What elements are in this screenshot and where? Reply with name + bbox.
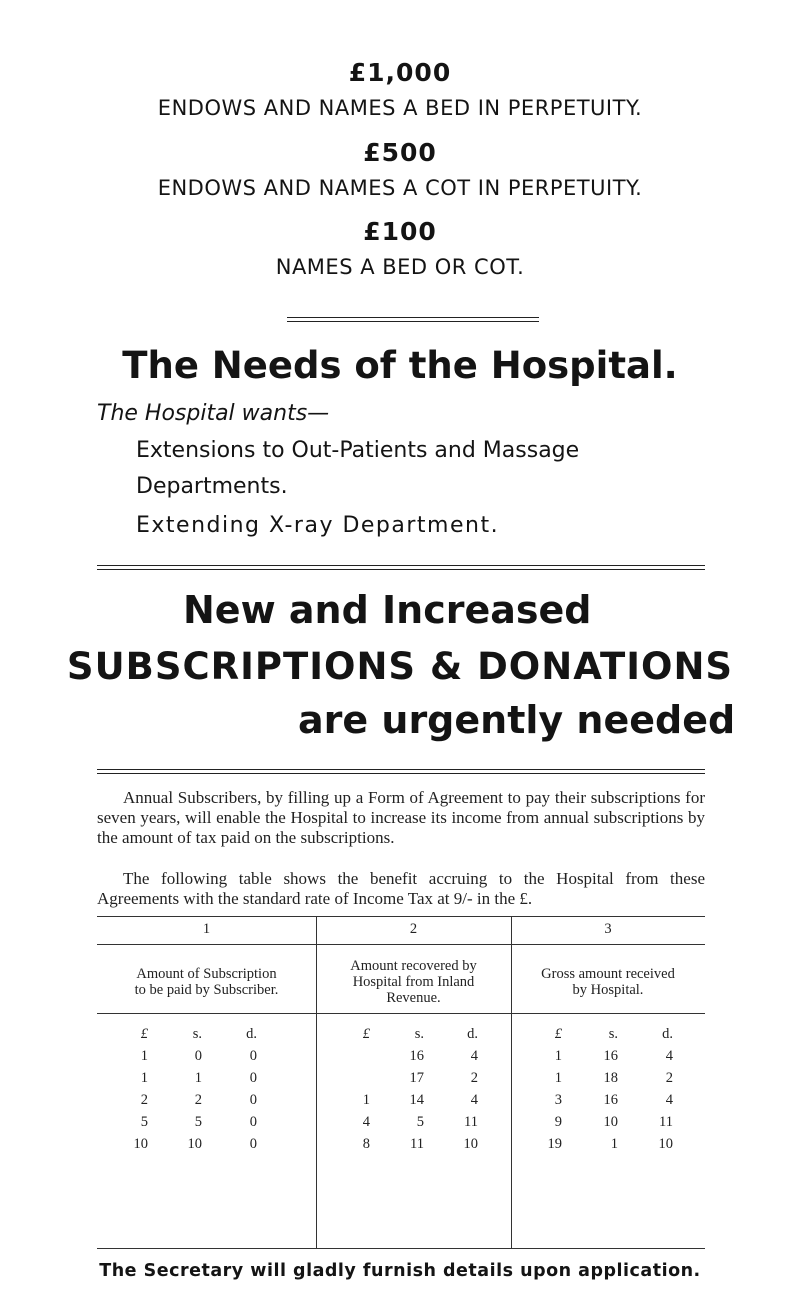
table-cell: 4 bbox=[665, 1048, 673, 1064]
unit-header: s. bbox=[608, 1026, 618, 1042]
paragraph-table-intro: The following table shows the benefit accruing to the Hospital from these Agreements with the standard rate of Income Tax at 9/- in the £. bbox=[97, 869, 705, 908]
table-cell: 2 bbox=[470, 1070, 478, 1086]
unit-header: d. bbox=[246, 1026, 257, 1042]
divider bbox=[287, 321, 539, 322]
table-cell: 10 bbox=[603, 1114, 618, 1130]
column-header-2 bbox=[316, 958, 511, 1006]
endowment-text-1000: ENDOWS AND NAMES A BED IN PERPETUITY. bbox=[157, 96, 643, 120]
table-cell: 19 bbox=[547, 1136, 562, 1152]
table-cell: 4 bbox=[665, 1092, 673, 1108]
table-cell: 4 bbox=[470, 1092, 478, 1108]
column-header-line: Revenue. bbox=[386, 990, 441, 1006]
unit-header: £ bbox=[554, 1026, 562, 1042]
needs-intro: The Hospital wants— bbox=[97, 401, 330, 426]
table-cell: 9 bbox=[554, 1114, 562, 1130]
endowment-text-100: NAMES A BED OR COT. bbox=[275, 255, 525, 279]
table-cell: 4 bbox=[362, 1114, 370, 1130]
table-cell: 1 bbox=[610, 1136, 618, 1152]
table-cell: 16 bbox=[603, 1092, 618, 1108]
table-cell: 0 bbox=[249, 1070, 257, 1086]
column-header-line: by Hospital. bbox=[572, 982, 644, 998]
column-header-3 bbox=[511, 966, 705, 998]
column-header-line: Hospital from Inland bbox=[352, 974, 475, 990]
table-cell: 5 bbox=[140, 1114, 148, 1130]
table-cell: 0 bbox=[194, 1048, 202, 1064]
table-cell: 11 bbox=[464, 1114, 478, 1130]
needs-item-1-line-2: Departments. bbox=[136, 474, 288, 499]
unit-header: £ bbox=[362, 1026, 370, 1042]
table-cell: 18 bbox=[603, 1070, 618, 1086]
table-cell: 5 bbox=[194, 1114, 202, 1130]
endowment-text-500: ENDOWS AND NAMES A COT IN PERPETUITY. bbox=[157, 176, 643, 200]
table-cell: 5 bbox=[416, 1114, 424, 1130]
unit-header: d. bbox=[662, 1026, 673, 1042]
table-cell: 8 bbox=[362, 1136, 370, 1152]
table-cell: 14 bbox=[409, 1092, 424, 1108]
table-cell: 1 bbox=[194, 1070, 202, 1086]
column-header-line: Amount recovered by bbox=[350, 958, 477, 974]
table-cell: 10 bbox=[133, 1136, 148, 1152]
unit-header: £ bbox=[140, 1026, 148, 1042]
column-number: 3 bbox=[604, 921, 612, 937]
appeal-line-2: SUBSCRIPTIONS & DONATIONS bbox=[66, 645, 734, 688]
column-header-line: Amount of Subscription bbox=[136, 966, 277, 982]
table-cell: 1 bbox=[554, 1048, 562, 1064]
table-cell: 10 bbox=[658, 1136, 673, 1152]
paragraph-agreement: Annual Subscribers, by filling up a Form of Agreement to pay their subscriptions for seven years, will enable the Hospital to increase its income from annual subscriptions by the amount of tax paid on the subscriptions. bbox=[97, 788, 705, 847]
column-number: 2 bbox=[409, 921, 418, 937]
table-cell: 1 bbox=[140, 1070, 148, 1086]
unit-header: d. bbox=[467, 1026, 478, 1042]
table-rule bbox=[97, 1013, 705, 1014]
divider bbox=[97, 565, 705, 566]
appeal-line-3: are urgently needed bbox=[298, 698, 736, 742]
table-cell: 1 bbox=[554, 1070, 562, 1086]
table-bottom-rule bbox=[97, 1248, 705, 1249]
divider bbox=[97, 569, 705, 570]
needs-item-1-line-1: Extensions to Out-Patients and Massage bbox=[136, 438, 580, 463]
table-cell: 10 bbox=[187, 1136, 202, 1152]
appeal-line-1: New and Increased bbox=[183, 588, 592, 632]
table-cell: 0 bbox=[249, 1048, 257, 1064]
table-cell: 11 bbox=[659, 1114, 673, 1130]
table-cell: 1 bbox=[140, 1048, 148, 1064]
table-cell: 0 bbox=[249, 1136, 257, 1152]
column-header-1 bbox=[97, 966, 316, 998]
table-cell: 4 bbox=[470, 1048, 478, 1064]
divider bbox=[97, 769, 705, 770]
table-cell: 2 bbox=[194, 1092, 202, 1108]
table-cell: 11 bbox=[410, 1136, 424, 1152]
divider bbox=[97, 773, 705, 774]
table-cell: 17 bbox=[409, 1070, 424, 1086]
endowment-amount-1000: £1,000 bbox=[348, 58, 452, 87]
table-cell: 10 bbox=[463, 1136, 478, 1152]
table-top-rule bbox=[97, 916, 705, 917]
table-cell: 16 bbox=[603, 1048, 618, 1064]
needs-title: The Needs of the Hospital. bbox=[122, 344, 678, 387]
table-cell: 2 bbox=[140, 1092, 148, 1108]
column-header-line: to be paid by Subscriber. bbox=[134, 982, 279, 998]
table-cell: 3 bbox=[554, 1092, 562, 1108]
table-cell: 16 bbox=[409, 1048, 424, 1064]
table-cell: 0 bbox=[249, 1114, 257, 1130]
needs-item-2: Extending X-ray Department. bbox=[136, 513, 500, 538]
table-cell: 1 bbox=[362, 1092, 370, 1108]
footer-note: The Secretary will gladly furnish details upon application. bbox=[99, 1261, 701, 1281]
table-cell: 2 bbox=[665, 1070, 673, 1086]
column-header-line: Gross amount received bbox=[541, 966, 675, 982]
endowment-amount-100: £100 bbox=[363, 217, 437, 246]
unit-header: s. bbox=[192, 1026, 202, 1042]
table-cell: 0 bbox=[249, 1092, 257, 1108]
divider bbox=[287, 317, 539, 318]
endowment-amount-500: £500 bbox=[363, 138, 437, 167]
unit-header: s. bbox=[414, 1026, 424, 1042]
table-rule bbox=[97, 944, 705, 945]
column-number: 1 bbox=[202, 921, 211, 937]
